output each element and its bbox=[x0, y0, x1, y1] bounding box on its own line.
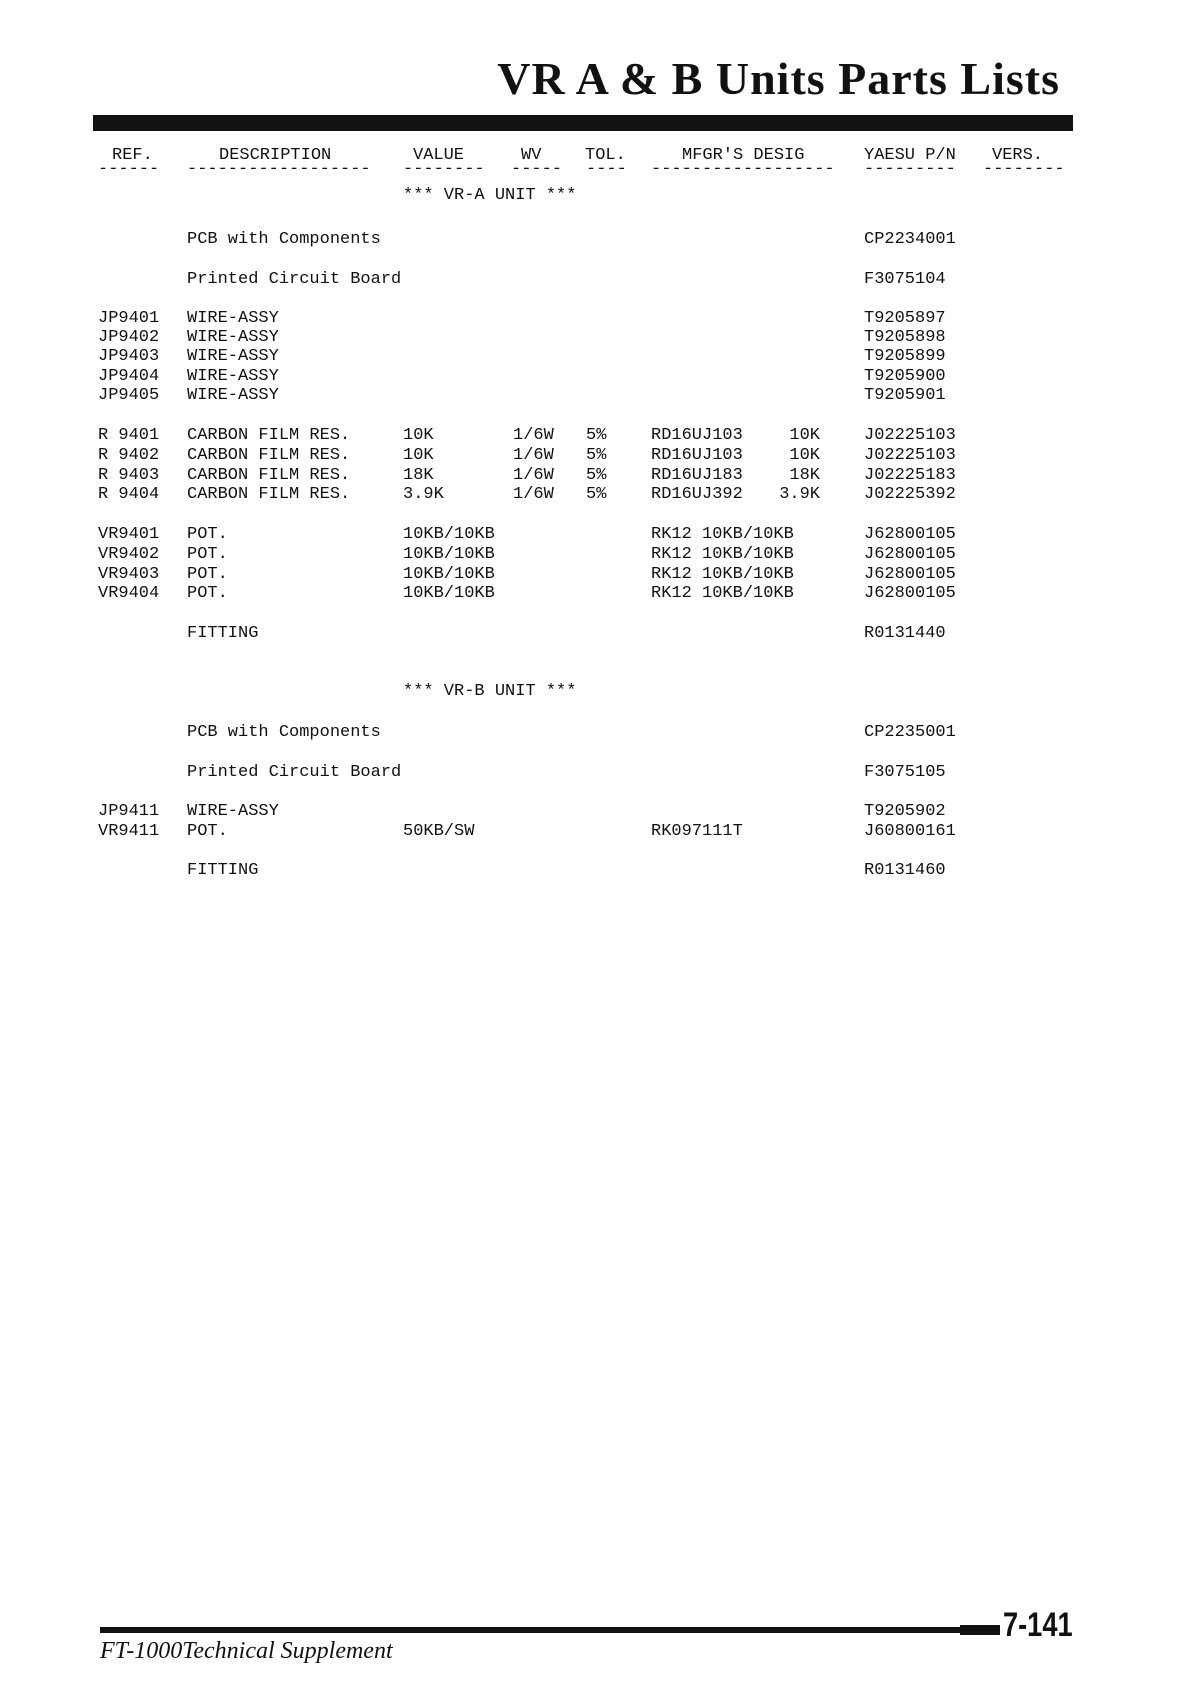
part-number-cell: CP2234001 bbox=[864, 230, 956, 249]
part-number-cell: J02225392 bbox=[864, 485, 956, 504]
description-cell: WIRE-ASSY bbox=[187, 367, 279, 386]
title-rule bbox=[93, 115, 1073, 131]
column-divider: ----- bbox=[511, 160, 563, 179]
tol-cell: 5% bbox=[586, 446, 607, 465]
table-row bbox=[0, 466, 1190, 486]
mfgr-value-cell: 3.9K bbox=[779, 485, 820, 504]
value-cell: 50KB/SW bbox=[403, 822, 475, 841]
value-cell: 18K bbox=[403, 466, 434, 485]
mfgr-cell: RK12 10KB/10KB bbox=[651, 565, 794, 584]
column-header: MFGR'S DESIG bbox=[682, 146, 805, 165]
column-header: DESCRIPTION bbox=[219, 146, 332, 165]
tol-cell: 5% bbox=[586, 426, 607, 445]
ref-cell: JP9403 bbox=[98, 347, 160, 366]
mfgr-cell: RD16UJ103 bbox=[651, 446, 743, 465]
part-number-cell: T9205899 bbox=[864, 347, 946, 366]
table-row bbox=[0, 822, 1190, 842]
wv-cell: 1/6W bbox=[513, 485, 554, 504]
mfgr-value-cell: 10K bbox=[789, 426, 820, 445]
part-number-cell: T9205898 bbox=[864, 328, 946, 347]
ref-cell: R 9404 bbox=[98, 485, 160, 504]
description-cell: PCB with Components bbox=[187, 230, 381, 249]
mfgr-cell: RK12 10KB/10KB bbox=[651, 584, 794, 603]
part-number-cell: F3075104 bbox=[864, 270, 946, 289]
mfgr-cell: RK12 10KB/10KB bbox=[651, 545, 794, 564]
description-cell: CARBON FILM RES. bbox=[187, 485, 351, 504]
ref-cell: R 9403 bbox=[98, 466, 160, 485]
table-row bbox=[0, 723, 1190, 743]
column-divider: --------- bbox=[864, 160, 956, 179]
description-cell: WIRE-ASSY bbox=[187, 802, 279, 821]
part-number-cell: R0131440 bbox=[864, 624, 946, 643]
value-cell: 10KB/10KB bbox=[403, 525, 495, 544]
column-header: VALUE bbox=[413, 146, 465, 165]
ref-cell: JP9404 bbox=[98, 367, 160, 386]
description-cell: CARBON FILM RES. bbox=[187, 466, 351, 485]
description-cell: POT. bbox=[187, 584, 228, 603]
table-row bbox=[0, 446, 1190, 466]
description-cell: WIRE-ASSY bbox=[187, 347, 279, 366]
table-row bbox=[0, 861, 1190, 881]
column-divider: ------ bbox=[98, 160, 160, 179]
part-number-cell: J62800105 bbox=[864, 545, 956, 564]
mfgr-value-cell: 18K bbox=[789, 466, 820, 485]
table-row bbox=[0, 624, 1190, 644]
part-number-cell: T9205902 bbox=[864, 802, 946, 821]
value-cell: 10K bbox=[403, 446, 434, 465]
part-number-cell: T9205900 bbox=[864, 367, 946, 386]
mfgr-cell: RD16UJ183 bbox=[651, 466, 743, 485]
column-divider: -------- bbox=[403, 160, 485, 179]
ref-cell: JP9405 bbox=[98, 386, 160, 405]
part-number-cell: J62800105 bbox=[864, 525, 956, 544]
mfgr-cell: RD16UJ392 bbox=[651, 485, 743, 504]
description-cell: WIRE-ASSY bbox=[187, 386, 279, 405]
column-header: TOL. bbox=[585, 146, 626, 165]
mfgr-cell: RK097111T bbox=[651, 822, 743, 841]
column-divider: -------- bbox=[983, 160, 1065, 179]
mfgr-cell: RD16UJ103 bbox=[651, 426, 743, 445]
value-cell: 10K bbox=[403, 426, 434, 445]
description-cell: FITTING bbox=[187, 861, 259, 880]
description-cell: POT. bbox=[187, 565, 228, 584]
part-number-cell: J02225103 bbox=[864, 426, 956, 445]
table-row bbox=[0, 545, 1190, 565]
footer-title: FT-1000Technical Supplement bbox=[100, 1638, 393, 1664]
part-number-cell: F3075105 bbox=[864, 763, 946, 782]
part-number-cell: J62800105 bbox=[864, 584, 956, 603]
table-row bbox=[0, 485, 1190, 505]
table-row bbox=[0, 802, 1190, 822]
part-number-cell: J60800161 bbox=[864, 822, 956, 841]
wv-cell: 1/6W bbox=[513, 426, 554, 445]
column-header: VERS. bbox=[992, 146, 1044, 165]
ref-cell: VR9404 bbox=[98, 584, 160, 603]
table-row bbox=[0, 270, 1190, 290]
column-header: WV bbox=[521, 146, 542, 165]
mfgr-cell: RK12 10KB/10KB bbox=[651, 525, 794, 544]
description-cell: FITTING bbox=[187, 624, 259, 643]
part-number-cell: T9205901 bbox=[864, 386, 946, 405]
mfgr-value-cell: 10K bbox=[789, 446, 820, 465]
description-cell: CARBON FILM RES. bbox=[187, 446, 351, 465]
ref-cell: VR9402 bbox=[98, 545, 160, 564]
page-title: VR A & B Units Parts Lists bbox=[497, 53, 1060, 104]
table-row bbox=[0, 386, 1190, 406]
table-row bbox=[0, 328, 1190, 348]
value-cell: 3.9K bbox=[403, 485, 444, 504]
part-number-cell: J02225103 bbox=[864, 446, 956, 465]
ref-cell: VR9411 bbox=[98, 822, 160, 841]
part-number-cell: J62800105 bbox=[864, 565, 956, 584]
footer-rule-tip bbox=[960, 1625, 1000, 1635]
table-row bbox=[0, 426, 1190, 446]
table-row bbox=[0, 565, 1190, 585]
description-cell: Printed Circuit Board bbox=[187, 763, 402, 782]
part-number-cell: R0131460 bbox=[864, 861, 946, 880]
description-cell: WIRE-ASSY bbox=[187, 328, 279, 347]
column-header: REF. bbox=[112, 146, 153, 165]
tol-cell: 5% bbox=[586, 466, 607, 485]
description-cell: POT. bbox=[187, 822, 228, 841]
table-row bbox=[0, 367, 1190, 387]
value-cell: 10KB/10KB bbox=[403, 584, 495, 603]
description-cell: CARBON FILM RES. bbox=[187, 426, 351, 445]
description-cell: POT. bbox=[187, 545, 228, 564]
part-number-cell: CP2235001 bbox=[864, 723, 956, 742]
column-header: YAESU P/N bbox=[864, 146, 956, 165]
ref-cell: VR9403 bbox=[98, 565, 160, 584]
ref-cell: JP9411 bbox=[98, 802, 160, 821]
part-number-cell: T9205897 bbox=[864, 309, 946, 328]
table-row bbox=[0, 230, 1190, 250]
ref-cell: R 9402 bbox=[98, 446, 160, 465]
column-divider: ------------------ bbox=[651, 160, 835, 179]
page-number: 7-141 bbox=[1003, 1606, 1073, 1644]
table-row bbox=[0, 347, 1190, 367]
description-cell: POT. bbox=[187, 525, 228, 544]
section-heading: *** VR-B UNIT *** bbox=[403, 682, 577, 701]
ref-cell: JP9401 bbox=[98, 309, 160, 328]
description-cell: PCB with Components bbox=[187, 723, 381, 742]
value-cell: 10KB/10KB bbox=[403, 545, 495, 564]
ref-cell: VR9401 bbox=[98, 525, 160, 544]
value-cell: 10KB/10KB bbox=[403, 565, 495, 584]
ref-cell: R 9401 bbox=[98, 426, 160, 445]
table-row bbox=[0, 584, 1190, 604]
footer-rule bbox=[100, 1627, 1000, 1633]
table-row bbox=[0, 763, 1190, 783]
wv-cell: 1/6W bbox=[513, 466, 554, 485]
section-heading: *** VR-A UNIT *** bbox=[403, 186, 577, 205]
part-number-cell: J02225183 bbox=[864, 466, 956, 485]
table-row bbox=[0, 309, 1190, 329]
tol-cell: 5% bbox=[586, 485, 607, 504]
column-divider: ---- bbox=[586, 160, 627, 179]
wv-cell: 1/6W bbox=[513, 446, 554, 465]
description-cell: WIRE-ASSY bbox=[187, 309, 279, 328]
description-cell: Printed Circuit Board bbox=[187, 270, 402, 289]
ref-cell: JP9402 bbox=[98, 328, 160, 347]
column-divider: ------------------ bbox=[187, 160, 371, 179]
table-row bbox=[0, 525, 1190, 545]
